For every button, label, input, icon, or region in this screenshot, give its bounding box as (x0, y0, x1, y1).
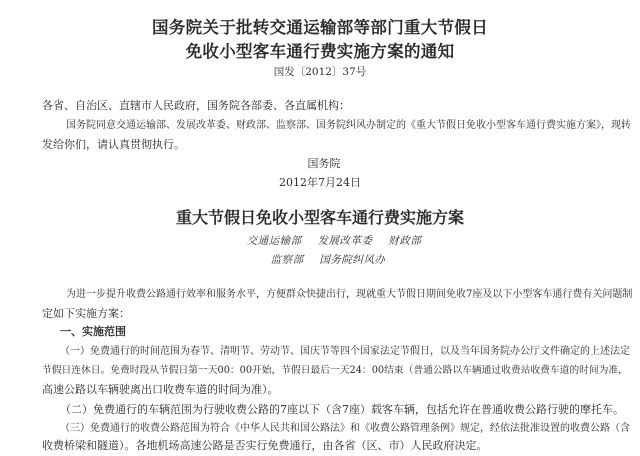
issuers-row-1 (0, 233, 640, 248)
item-1-line-1: （一）免费通行的时间范围为春节、清明节、劳动节、国庆节等四个国家法定节假日，以及当年国务院办公厅文件确定的上述法定 (60, 346, 630, 357)
signer: 国务院 (307, 157, 341, 170)
issuer: 财政部 (388, 235, 422, 247)
issuer: 交通运输部 (246, 235, 302, 247)
notice-body-line-1: 国务院同意交通运输部、发展改革委、财政部、监察部、国务院纠风办制定的《重大节假日免收小型客车通行费实施方案》，现转 (66, 120, 631, 131)
signing-date: 2012年7月24日 (279, 176, 361, 189)
issuer: 监察部 (270, 254, 304, 266)
item-3-line-1: （三）免费通行的收费公路范围为符合《中华人民共和国公路法》和《收费公路管理条例》规定，经依法批准设置的收费公路（含 (60, 423, 630, 434)
item-1-line-3: 高速公路以车辆驶离出口收费车道的时间为准）。 (42, 383, 279, 396)
plan-title: 重大节假日免收小型客车通行费实施方案 (175, 208, 464, 227)
issuers-row-2 (0, 252, 640, 267)
item-2-line-1: （二）免费通行的车辆范围为行驶收费公路的7座以下（含7座）载客车辆，包括允许在普通收费公路行驶的摩托车。 (60, 403, 624, 416)
plan-intro-line-1: 为进一步提升收费公路通行效率和服务水平，方便群众快捷出行，现就重大节假日期间免收7座及以下小型客车通行费有关问题制 (66, 289, 633, 300)
item-1-line-2: 节假日连休日。免费时段从节假日第一天00：00开始，节假日最后一天24：00结束（普通公路以车辆通过收费站收费车道的时间为准， (42, 365, 628, 376)
notice-title-line-2: 免收小型客车通行费实施方案的通知 (185, 42, 455, 61)
issuer: 国务院纠风办 (319, 254, 386, 266)
notice-body-line-2: 发给你们，请认真贯彻执行。 (42, 138, 185, 151)
item-3-line-2: 收费桥梁和隧道）。各地机场高速公路是否实行免费通行，由各省（区、市）人民政府决定。 (42, 439, 488, 452)
issuer: 发展改革委 (317, 235, 373, 247)
addressee: 各省、自治区、直辖市人民政府，国务院各部委、各直属机构： (42, 99, 350, 112)
plan-intro-line-2: 定如下实施方案： (42, 307, 130, 320)
section-heading: 一、实施范围 (60, 325, 126, 338)
notice-title-line-1: 国务院关于批转交通运输部等部门重大节假日 (152, 18, 488, 37)
document-number: 国发〔2012〕37号 (273, 66, 367, 78)
